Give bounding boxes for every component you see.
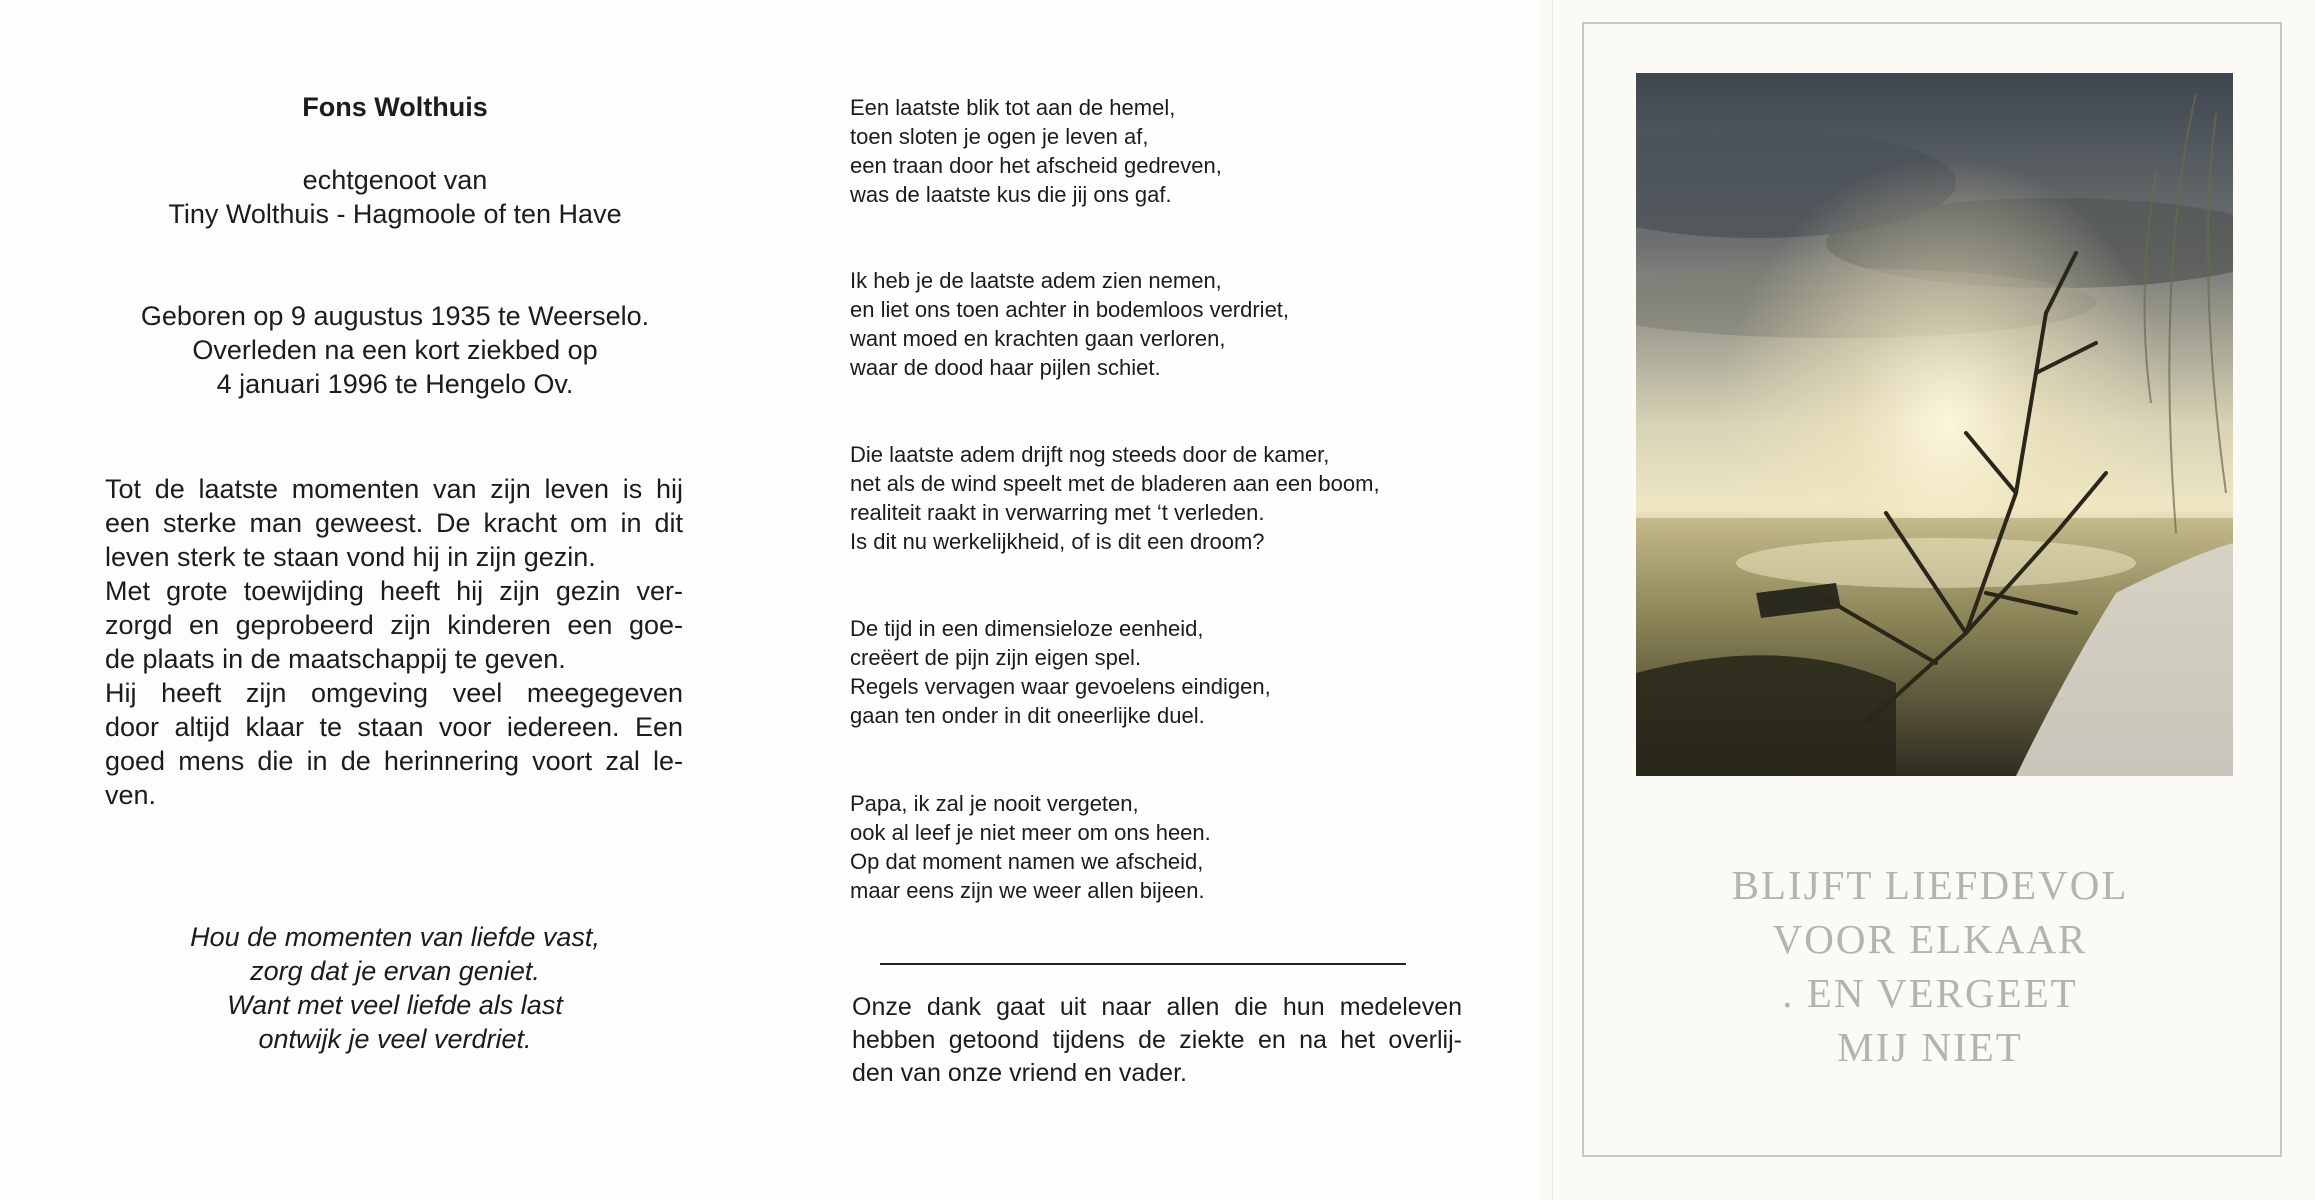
poem-stanza-5 xyxy=(850,789,1450,905)
tribute-line: leven sterk te staan vond hij in zijn gezin. xyxy=(105,542,596,572)
poem-line: De tijd in een dimensieloze eenheid, xyxy=(850,616,1204,641)
poem-line: een traan door het afscheid gedreven, xyxy=(850,153,1222,178)
motto-text xyxy=(1700,858,2160,1074)
thanks-line: den van onze vriend en vader. xyxy=(852,1059,1187,1087)
tribute-line: Hij heeft zijn omgeving veel meegegeven xyxy=(105,678,683,708)
poem-line: ook al leef je niet meer om ons heen. xyxy=(850,820,1211,845)
sunset-lake-photo xyxy=(1636,73,2233,776)
poem-line: Een laatste blik tot aan de hemel, xyxy=(850,95,1176,120)
death-line-2: 4 januari 1996 te Hengelo Ov. xyxy=(216,369,574,399)
poem-stanza-4 xyxy=(850,614,1450,730)
death-line-1: Overleden na een kort ziekbed op xyxy=(192,335,598,365)
quote-line: ontwijk je veel verdriet. xyxy=(258,1024,532,1054)
thanks-line: hebben getoond tijdens de ziekte en na het overlij- xyxy=(852,1026,1462,1054)
spouse-intro: echtgenoot van xyxy=(302,165,488,195)
poem-line: Papa, ik zal je nooit vergeten, xyxy=(850,791,1139,816)
poem-line: Regels vervagen waar gevoelens eindigen, xyxy=(850,674,1271,699)
tribute-line: zorgd en geprobeerd zijn kinderen een goe- xyxy=(105,610,683,640)
poem-line: want moed en krachten gaan verloren, xyxy=(850,326,1226,351)
fold-line xyxy=(1552,0,1553,1200)
tribute-line: door altijd klaar te staan voor iedereen. Een xyxy=(105,712,683,742)
poem-stanza-3 xyxy=(850,440,1450,556)
closing-quote xyxy=(0,920,790,1056)
quote-line: zorg dat je ervan geniet. xyxy=(250,956,540,986)
poem-line: Is dit nu werkelijkheid, of is dit een droom? xyxy=(850,529,1265,554)
thanks-line: Onze dank gaat uit naar allen die hun medeleven xyxy=(852,993,1462,1021)
tribute-line: goed mens die in de herinnering voort zal le- xyxy=(105,746,683,776)
tribute-line: Met grote toewijding heeft hij zijn gezin ver- xyxy=(105,576,683,606)
motto-line: . EN VERGEET xyxy=(1782,970,2078,1016)
motto-line: VOOR ELKAAR xyxy=(1772,916,2088,962)
poem-line: was de laatste kus die jij ons gaf. xyxy=(850,182,1172,207)
quote-line: Hou de momenten van liefde vast, xyxy=(190,922,600,952)
poem-line: toen sloten je ogen je leven af, xyxy=(850,124,1149,149)
poem-line: gaan ten onder in dit oneerlijke duel. xyxy=(850,703,1205,728)
tribute-line: een sterke man geweest. De kracht om in dit xyxy=(105,508,683,538)
quote-line: Want met veel liefde als last xyxy=(227,990,563,1020)
tribute-text xyxy=(105,472,683,812)
poem-line: Op dat moment namen we afscheid, xyxy=(850,849,1204,874)
motto-line: BLIJFT LIEFDEVOL xyxy=(1731,862,2129,908)
tribute-line: ven. xyxy=(105,780,157,810)
motto-line: MIJ NIET xyxy=(1837,1024,2023,1070)
poem-line: Ik heb je de laatste adem zien nemen, xyxy=(850,268,1222,293)
poem-line: en liet ons toen achter in bodemloos verdriet, xyxy=(850,297,1290,322)
poem-line: realiteit raakt in verwarring met ‘t verleden. xyxy=(850,500,1265,525)
divider-rule xyxy=(880,963,1406,965)
poem-line: maar eens zijn we weer allen bijeen. xyxy=(850,878,1205,903)
tribute-line: Tot de laatste momenten van zijn leven is hij xyxy=(105,474,683,504)
tribute-line: de plaats in de maatschappij te geven. xyxy=(105,644,566,674)
thanks-text xyxy=(852,991,1462,1090)
birth-line: Geboren op 9 augustus 1935 te Weerselo. xyxy=(140,301,650,331)
deceased-name: Fons Wolthuis xyxy=(302,92,488,122)
poem-stanza-2 xyxy=(850,266,1450,382)
poem-stanza-1 xyxy=(850,93,1450,209)
spouse-name: Tiny Wolthuis - Hagmoole of ten Have xyxy=(168,199,622,229)
poem-line: Die laatste adem drijft nog steeds door de kamer, xyxy=(850,442,1330,467)
poem-line: creëert de pijn zijn eigen spel. xyxy=(850,645,1142,670)
poem-line: net als de wind speelt met de bladeren aan een boom, xyxy=(850,471,1380,496)
poem-line: waar de dood haar pijlen schiet. xyxy=(850,355,1161,380)
